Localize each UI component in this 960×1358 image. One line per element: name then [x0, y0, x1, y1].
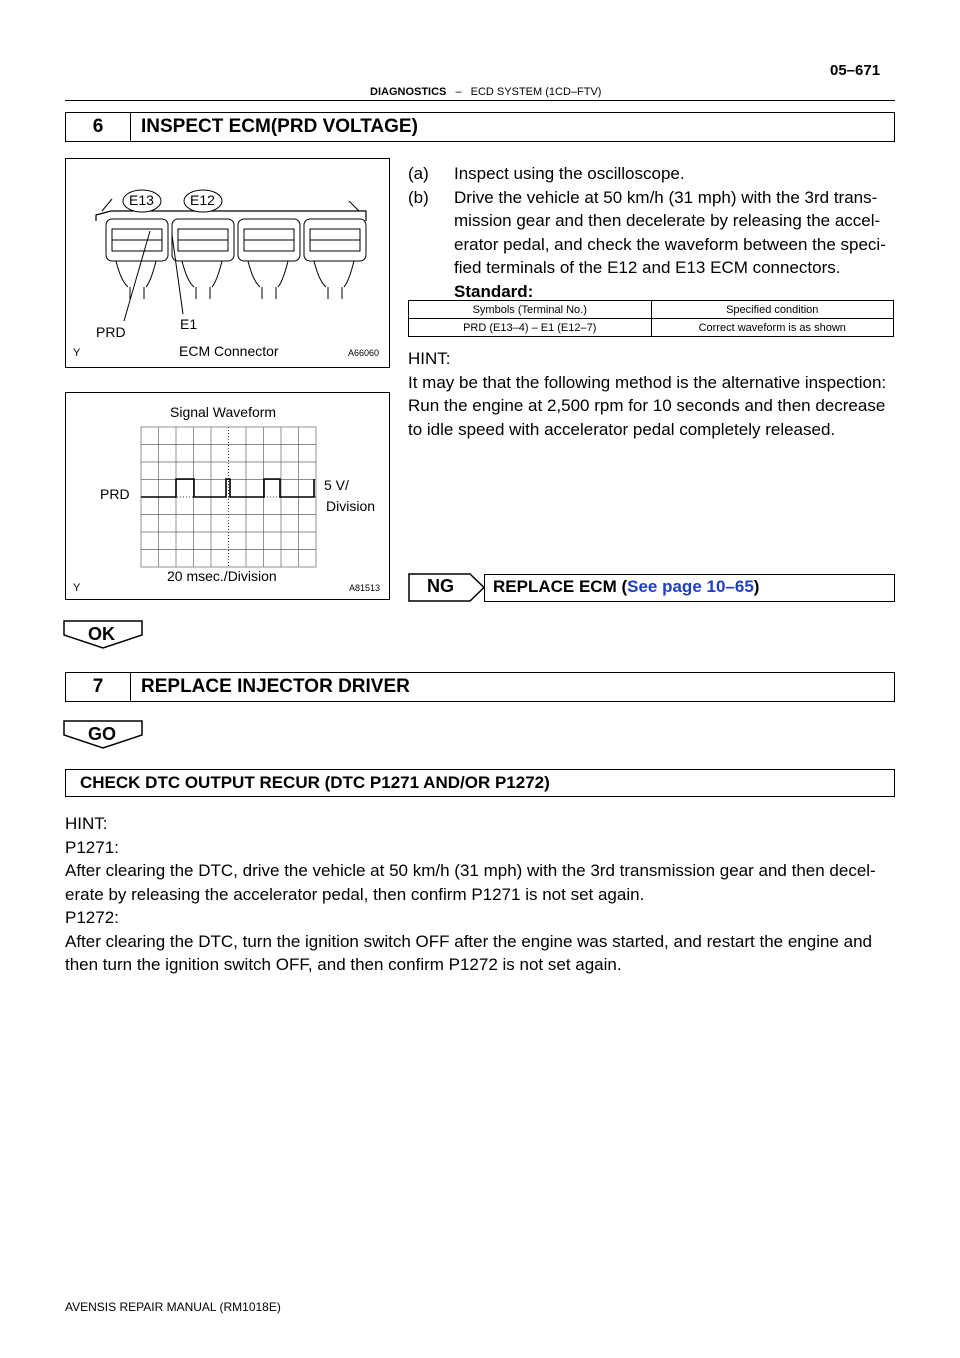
figure-caption: ECM Connector	[179, 343, 279, 359]
standard-table	[408, 300, 894, 337]
running-header	[370, 86, 601, 98]
hint-2-label: HINT:	[65, 814, 108, 833]
step-b-line4: fied terminals of the E12 and E13 ECM connectors.	[454, 258, 841, 277]
ng-action-text	[493, 577, 759, 597]
hint-1	[408, 347, 898, 441]
table-cell: PRD (E13–4) – E1 (E12–7)	[409, 319, 652, 337]
label-e1: E1	[180, 316, 198, 332]
step-b-line3: erator pedal, and check the waveform between the speci-	[454, 234, 886, 254]
standard-label: Standard:	[454, 281, 534, 301]
step-b-marker: (b)	[408, 187, 429, 207]
step-6-number: 6	[66, 113, 131, 141]
step-b-line2: mission gear and then decelerate by releasing the accel-	[454, 211, 881, 230]
table-header-cell: Specified condition	[651, 301, 894, 319]
header-rule	[65, 100, 895, 101]
p1271-line1: After clearing the DTC, drive the vehicle at 50 km/h (31 mph) with the 3rd transmission gear and then decel-	[65, 861, 876, 880]
table-header-cell: Symbols (Terminal No.)	[409, 301, 652, 319]
figure-code: A66060	[348, 348, 380, 358]
footer: AVENSIS REPAIR MANUAL (RM1018E)	[65, 1300, 281, 1314]
p1272-line2: then turn the ignition switch OFF, and then confirm P1272 is not set again.	[65, 955, 622, 974]
corner-mark: Y	[73, 347, 81, 359]
ng-action-suffix: )	[753, 577, 760, 596]
header-section: DIAGNOSTICS	[370, 86, 447, 98]
step-6-box	[65, 112, 895, 142]
step-a-text: Inspect using the oscilloscope.	[454, 164, 685, 183]
p1271-line2: erate by releasing the accelerator pedal, then confirm P1271 is not set again.	[65, 884, 645, 904]
waveform-time-scale: 20 msec./Division	[167, 568, 277, 584]
page-number: 05–671	[830, 62, 881, 79]
check-dtc-title: CHECK DTC OUTPUT RECUR (DTC P1271 AND/OR P1272)	[80, 773, 550, 792]
hint-1-line3: to idle speed with accelerator pedal completely released.	[408, 419, 836, 439]
label-e12: E12	[190, 192, 215, 208]
table-row	[409, 319, 894, 337]
step-7-number: 7	[66, 673, 131, 701]
header-dash: –	[455, 86, 462, 98]
step-7-box	[65, 672, 895, 702]
go-tag-label: GO	[88, 724, 117, 744]
corner-mark-2: Y	[73, 582, 81, 594]
label-e13: E13	[129, 192, 154, 208]
see-page-link[interactable]: See page 10–65	[627, 577, 754, 596]
ng-action-prefix: REPLACE ECM (	[493, 577, 628, 596]
hint-1-line1: It may be that the following method is the alternative inspection:	[408, 372, 887, 392]
inspection-instructions	[408, 162, 898, 303]
ecm-connector-figure	[65, 158, 390, 368]
waveform-title: Signal Waveform	[170, 404, 277, 420]
p1271-label: P1271:	[65, 837, 119, 857]
step-b-line1: Drive the vehicle at 50 km/h (31 mph) with the 3rd trans-	[454, 187, 878, 207]
hint-2	[65, 812, 905, 977]
hint-1-line2: Run the engine at 2,500 rpm for 10 seconds and then decrease	[408, 396, 886, 415]
label-prd: PRD	[96, 324, 126, 340]
p1272-label: P1272:	[65, 908, 119, 927]
header-subsection: ECD SYSTEM (1CD–FTV)	[470, 86, 602, 98]
ng-action-box	[484, 574, 895, 602]
table-header-row	[409, 301, 894, 319]
check-dtc-box	[65, 769, 895, 797]
ng-tag-label: NG	[427, 576, 454, 596]
figure-code-2: A81513	[349, 583, 381, 593]
waveform-volt-scale: 5 V/	[324, 477, 349, 493]
ok-tag-label: OK	[88, 624, 115, 644]
p1272-line1: After clearing the DTC, turn the ignition switch OFF after the engine was started, and restart the engine and	[65, 931, 872, 951]
step-a-marker: (a)	[408, 164, 429, 183]
step-6-title: INSPECT ECM(PRD VOLTAGE)	[141, 116, 418, 137]
hint-1-label: HINT:	[408, 349, 451, 368]
waveform-volt-division: Division	[326, 498, 376, 514]
waveform-label-prd: PRD	[100, 486, 130, 502]
table-cell: Correct waveform is as shown	[651, 319, 894, 337]
signal-waveform-figure	[65, 392, 390, 600]
step-7-title: REPLACE INJECTOR DRIVER	[141, 676, 410, 697]
